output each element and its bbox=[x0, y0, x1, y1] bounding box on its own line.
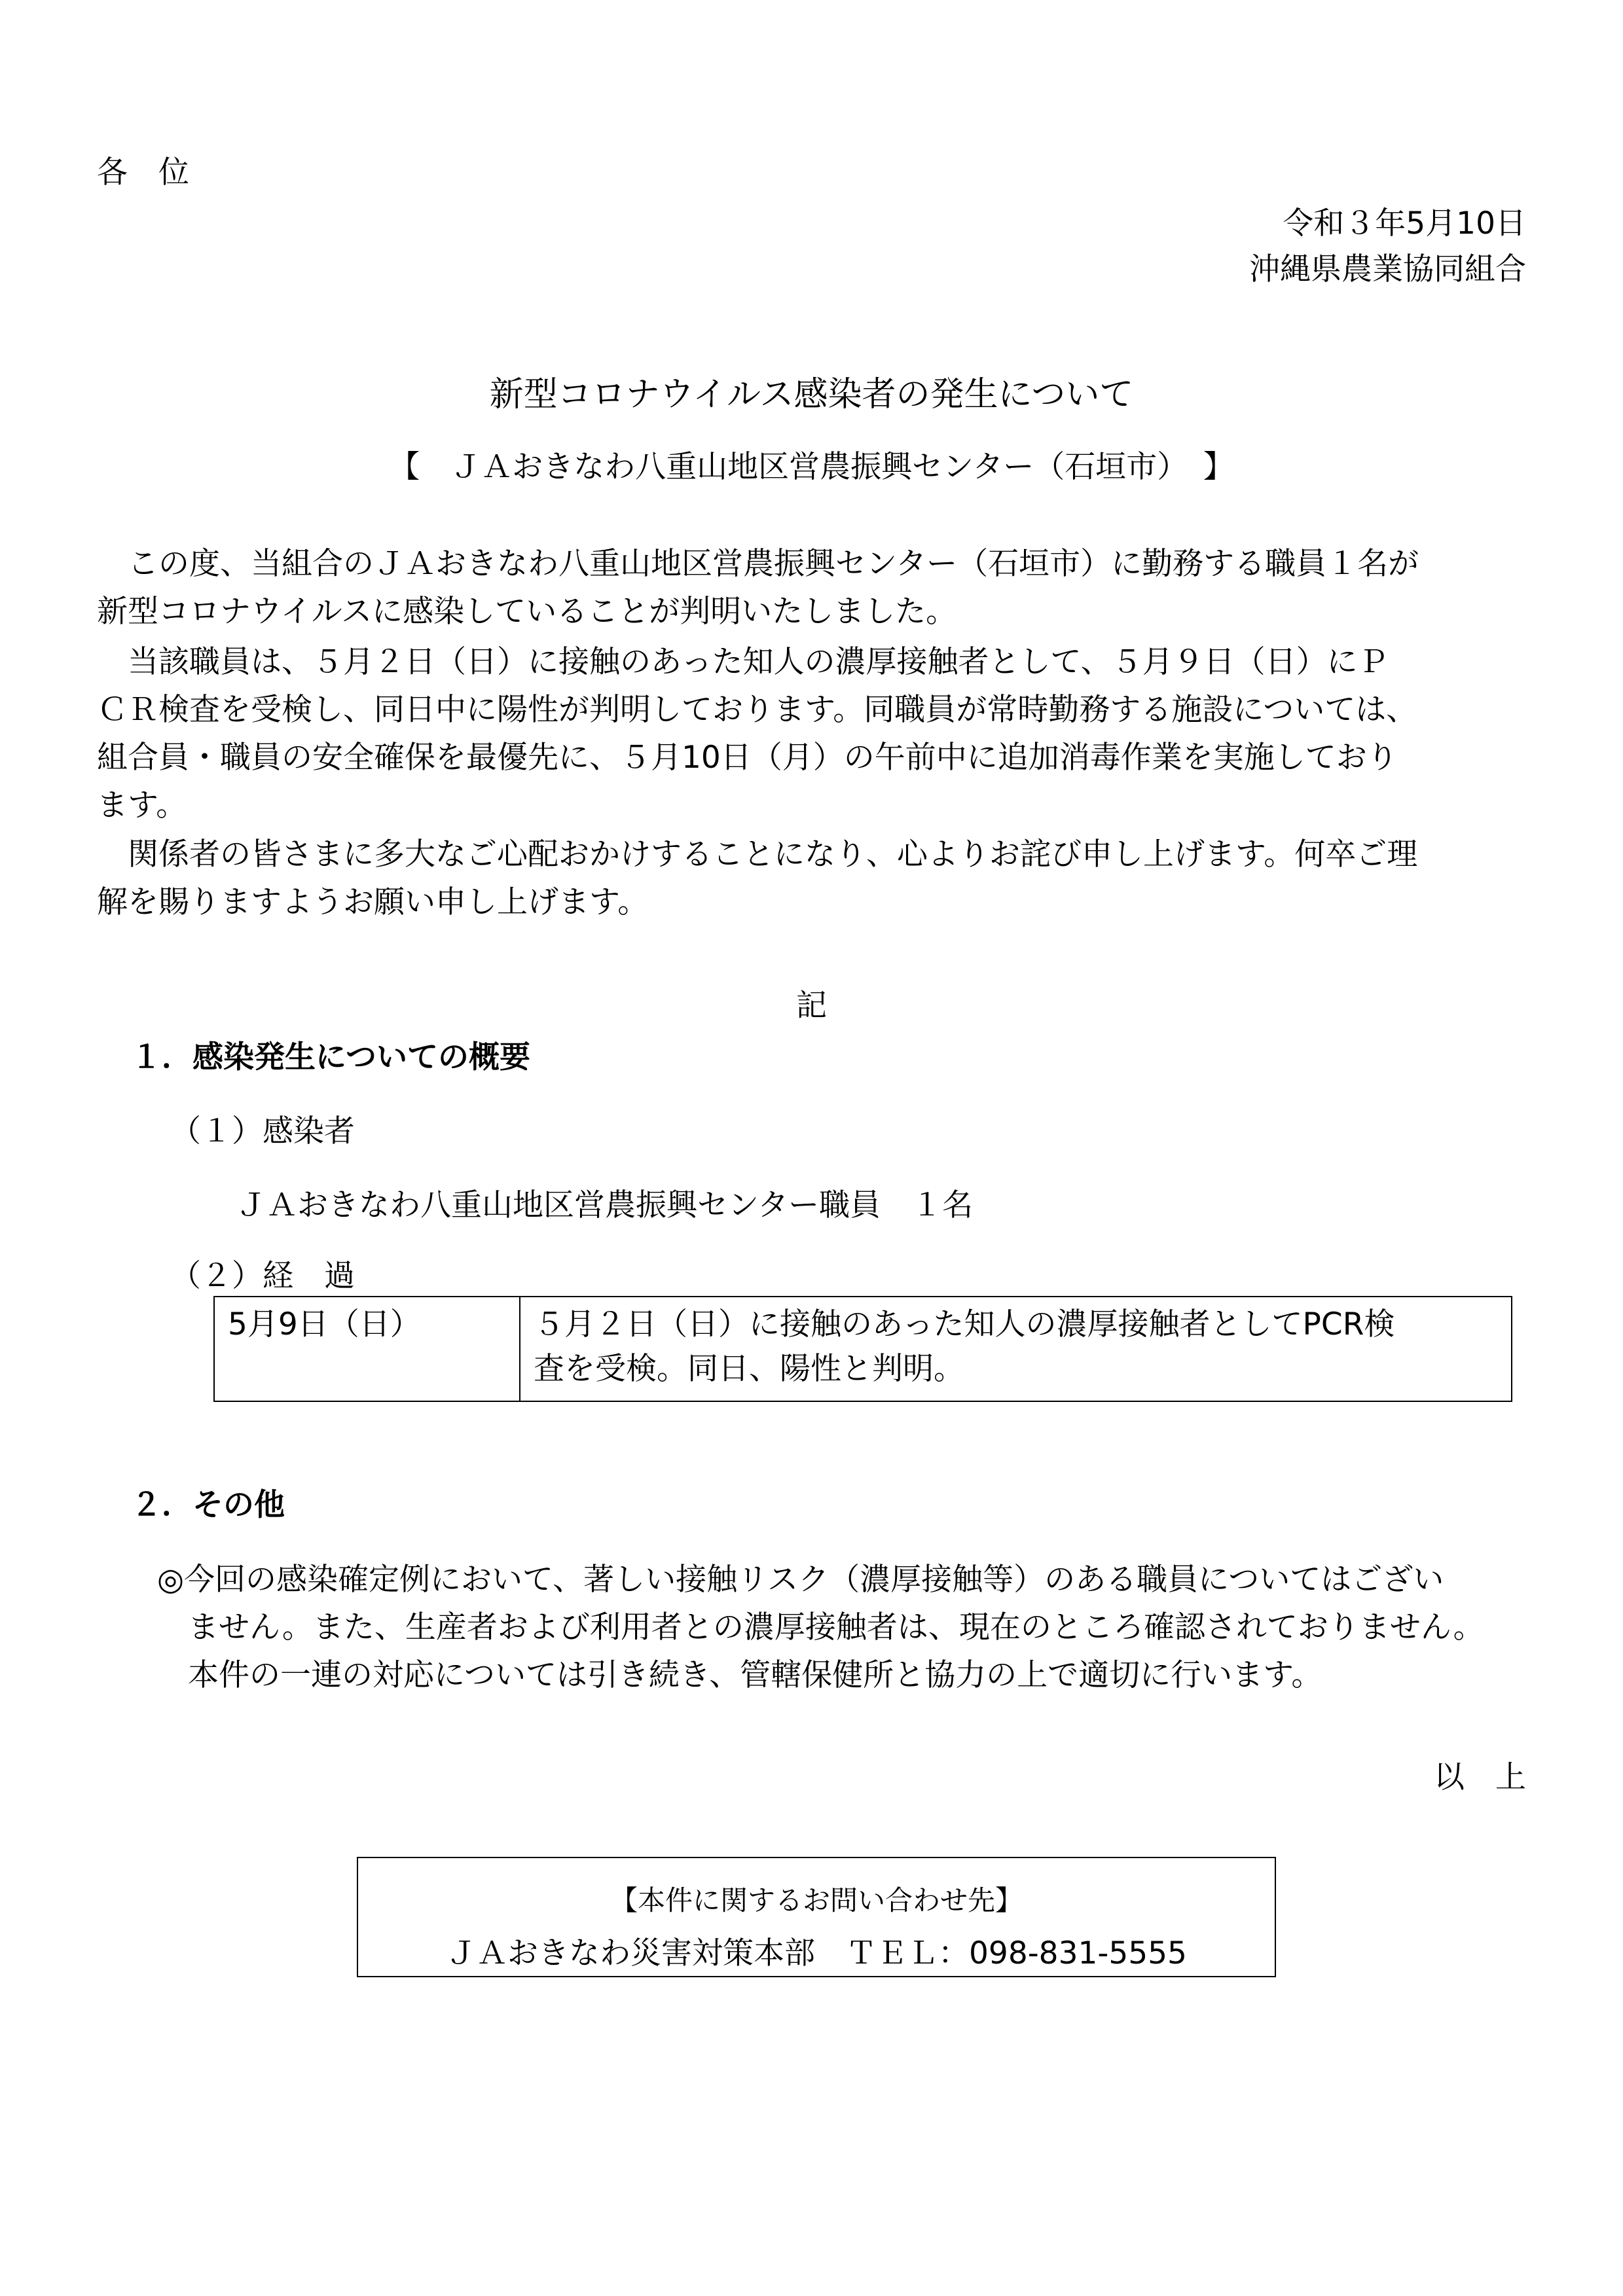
contact-box bbox=[357, 1857, 1276, 1977]
timeline-description bbox=[520, 1297, 1512, 1401]
issuing-organization: 沖縄県農業協同組合 bbox=[1249, 251, 1526, 287]
section2-body bbox=[157, 1564, 1532, 1708]
body-line: 新型コロナウイルスに感染していることが判明いたしました。 bbox=[97, 594, 957, 630]
body-line: 当該職員は、５月２日（日）に接触のあった知人の濃厚接触者として、５月９日（日）にＰ bbox=[97, 644, 1389, 680]
closing-mark: 以 上 bbox=[1434, 1759, 1526, 1795]
contact-line: ＪＡおきなわ災害対策本部 ＴＥＬ：098-831-5555 bbox=[446, 1935, 1187, 1971]
timeline-line: ５月２日（日）に接触のあった知人の濃厚接触者としてPCR検 bbox=[534, 1306, 1395, 1342]
contact-heading: 【本件に関するお問い合わせ先】 bbox=[610, 1884, 1023, 1916]
body-line: 組合員・職員の安全確保を最優先に、５月10日（月）の午前中に追加消毒作業を実施しており bbox=[97, 740, 1398, 776]
section2-line: 本件の一連の対応については引き続き、管轄保健所と協力の上で適切に行います。 bbox=[157, 1657, 1322, 1693]
body-line: ます。 bbox=[97, 787, 187, 823]
body-line: 解を賜りますようお願い申し上げます。 bbox=[97, 884, 649, 920]
section1-sub1-value: ＪＡおきなわ八重山地区営農振興センター職員 １名 bbox=[236, 1187, 974, 1223]
body-line: 関係者の皆さまに多大なご心配おかけすることになり、心よりお詫び申し上げます。何卒ご理 bbox=[97, 836, 1418, 872]
addressee: 各 位 bbox=[97, 154, 189, 190]
section1-sub1-label: （１）感染者 bbox=[170, 1113, 355, 1149]
page-subtitle: 【 ＪＡおきなわ八重山地区営農振興センター（石垣市） 】 bbox=[389, 449, 1234, 485]
ki-marker: 記 bbox=[796, 988, 827, 1024]
section1-heading: １．感染発生についての概要 bbox=[131, 1039, 531, 1075]
section2-line: ◎今回の感染確定例において、著しい接触リスク（濃厚接触等）のある職員についてはござい bbox=[157, 1562, 1444, 1598]
body-line: この度、当組合のＪＡおきなわ八重山地区営農振興センター（石垣市）に勤務する職員１名が bbox=[97, 546, 1419, 582]
section1-sub2-label: （２）経 過 bbox=[170, 1258, 355, 1294]
table-row bbox=[214, 1297, 1512, 1401]
body-line: ＣＲ検査を受検し、同日中に陽性が判明しております。同職員が常時勤務する施設については、 bbox=[97, 692, 1417, 728]
timeline-date: 5月9日（日） bbox=[214, 1297, 520, 1401]
section2-heading: ２．その他 bbox=[131, 1487, 285, 1523]
timeline-table bbox=[213, 1296, 1512, 1402]
timeline-line: 査を受検。同日、陽性と判明。 bbox=[534, 1351, 964, 1387]
body-paragraph-3 bbox=[97, 836, 1524, 935]
body-paragraph-2 bbox=[97, 644, 1524, 838]
body-paragraph-1 bbox=[97, 548, 1524, 644]
page-title: 新型コロナウイルス感染者の発生について bbox=[489, 375, 1134, 414]
section2-line: ません。また、生産者および利用者との濃厚接触者は、現在のところ確認されておりません。 bbox=[157, 1609, 1484, 1645]
issue-date: 令和３年5月10日 bbox=[1283, 206, 1526, 242]
